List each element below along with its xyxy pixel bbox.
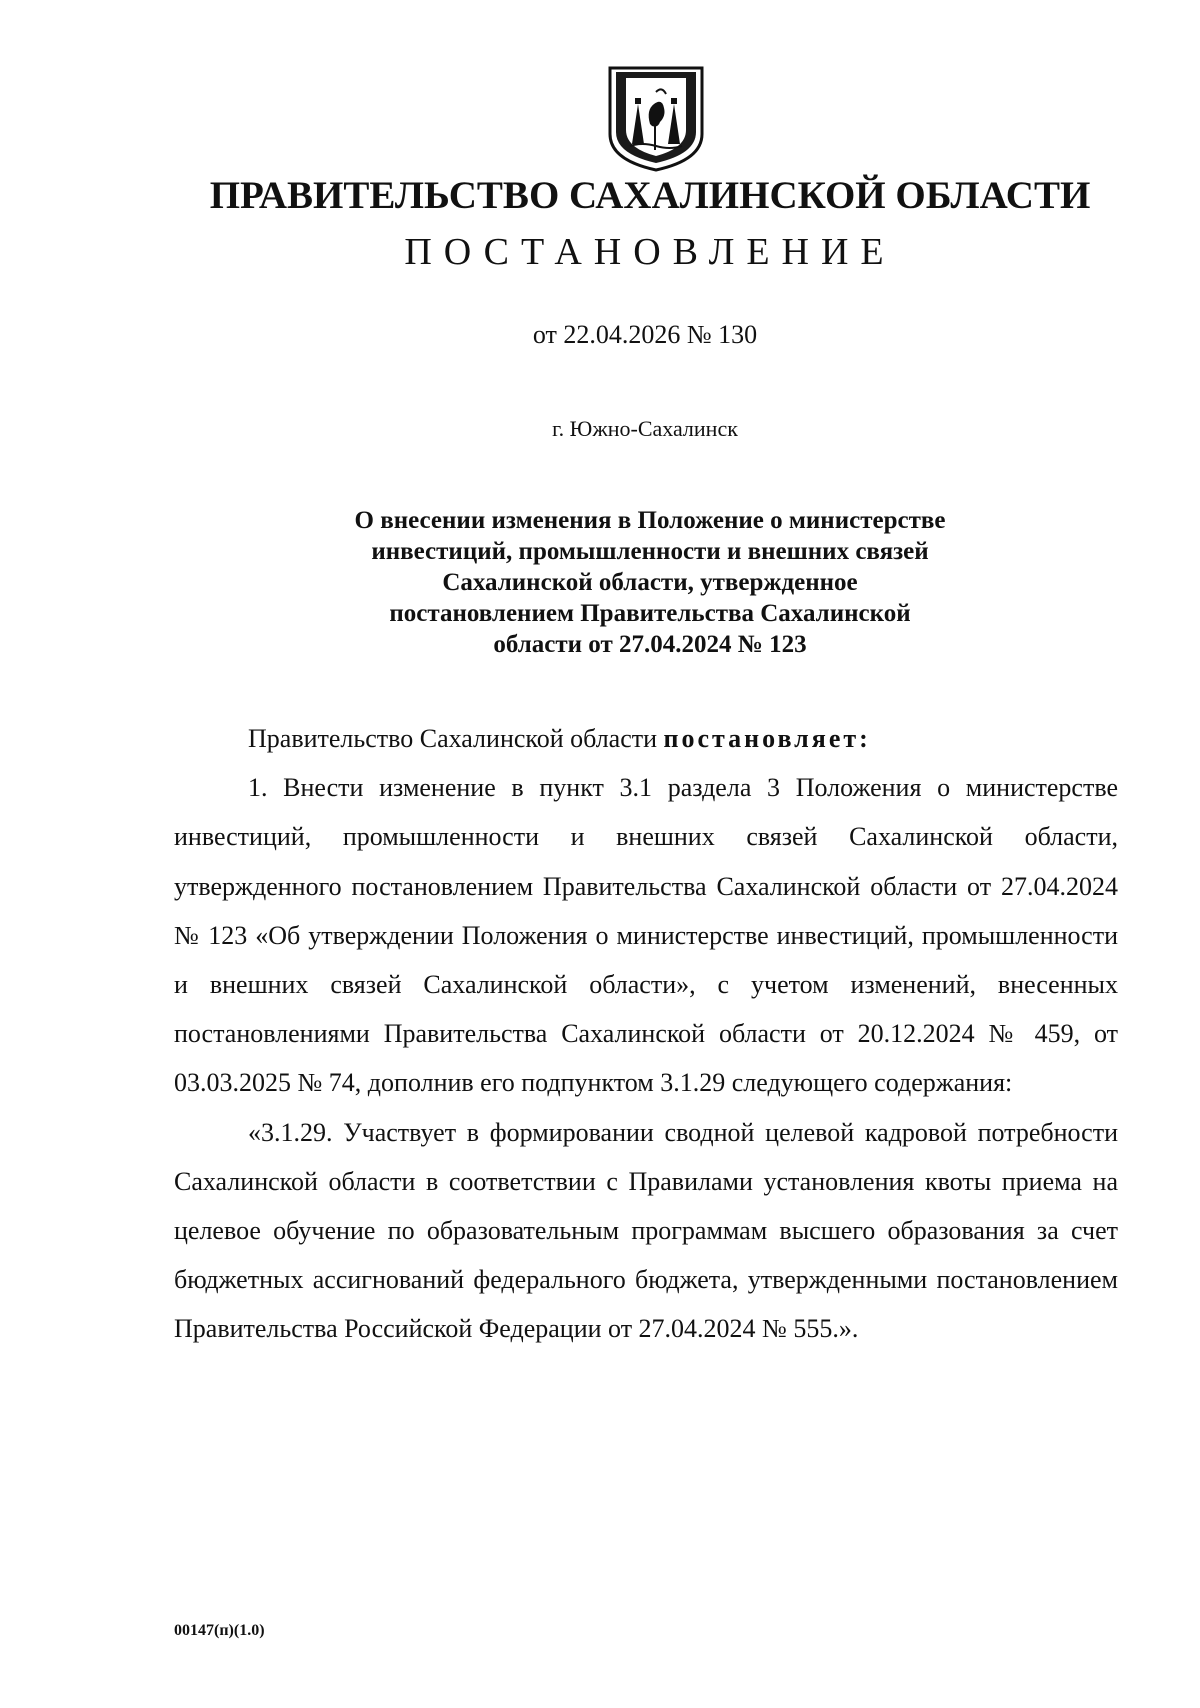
decree-word: постановляет: <box>663 724 871 753</box>
form-code: 00147(п)(1.0) <box>174 1622 265 1639</box>
subject-line: постановлением Правительства Сахалинской <box>389 600 911 627</box>
document-date-number: от 22.04.2026 № 130 <box>532 320 758 349</box>
intro-text: Правительство Сахалинской области <box>248 724 664 753</box>
document-body <box>174 714 1118 1354</box>
intro-paragraph <box>174 714 1118 763</box>
subject-line: О внесении изменения в Положение о министерстве <box>354 507 946 534</box>
document-subject <box>250 505 1050 660</box>
subject-line: инвестиций, промышленности и внешних связей <box>371 538 929 565</box>
document-kind: ПОСТАНОВЛЕНИЕ <box>404 231 896 273</box>
paragraph-1: 1. Внести изменение в пункт 3.1 раздела 3 Положения о министерстве инвестиций, промышленности и внешних связей Сахалинской области, утвержденного постановлением Правительства Сахалинской области от 27.04.2024 № 123 «Об утверждении Положения о министерстве инвестиций, промышленности и внешних связей Сахалинской области», с учетом изменений, внесенных постановлениями Правительства Сахалинской области от 20.12.2024 № 459, от 03.03.2025 № 74, дополнив его подпунктом 3.1.29 следующего содержания: <box>174 773 1118 1098</box>
subject-line: Сахалинской области, утвержденное <box>442 569 858 596</box>
subject-line: области от 27.04.2024 № 123 <box>493 631 807 658</box>
sakhalin-coat-of-arms-icon <box>602 64 710 172</box>
document-city: г. Южно-Сахалинск <box>552 416 738 441</box>
paragraph-2: «3.1.29. Участвует в формировании сводной целевой кадровой потребности Сахалинской области в соответствии с Правилами установления квоты приема на целевое обучение по образовательным программам высшего образования за счет бюджетных ассигнований федерального бюджета, утвержденными постановлением Правительства Российской Федерации от 27.04.2024 № 555.». <box>174 1117 1118 1344</box>
organization-title: ПРАВИТЕЛЬСТВО САХАЛИНСКОЙ ОБЛАСТИ <box>209 174 1091 217</box>
